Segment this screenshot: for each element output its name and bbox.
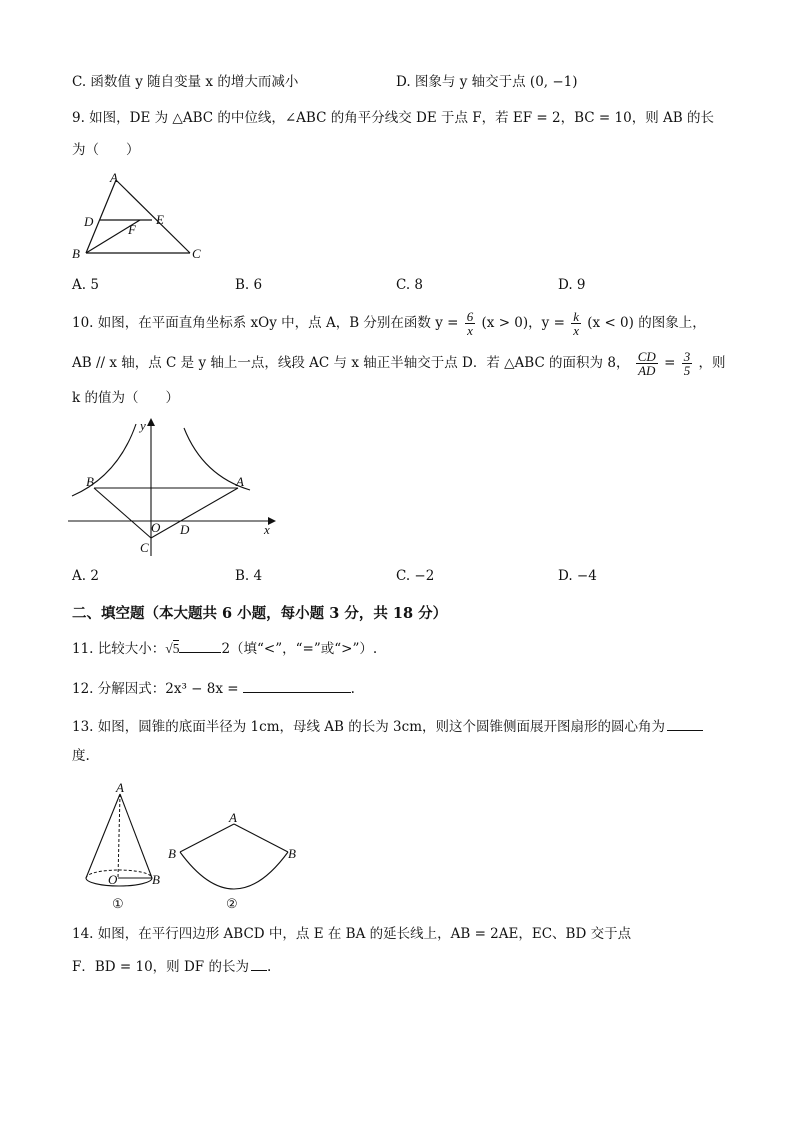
q8-option-d: D. 图象与 y 轴交于点 (0, −1) bbox=[396, 74, 578, 90]
q10-line1-part-c: (x < 0) 的图象上， bbox=[587, 315, 706, 331]
q9-label-d: D bbox=[84, 214, 94, 229]
q10-fraction-k-over-x: $\frac{k}{x}$ bbox=[573, 309, 579, 338]
q10-label-x: x bbox=[264, 522, 270, 537]
q10-stem-line2: AB // x 轴，点 C 是 y 轴上一点，线段 AC 与 x 轴正半轴交于点 D．若 △ABC 的面积为 8， $\frac{CD}{AD}$ = $\frac{3}{5}$ ，则 bbox=[72, 349, 726, 378]
q10-line1-part-b: (x > 0)，y = bbox=[481, 315, 565, 331]
q11-answer-blank[interactable] bbox=[179, 638, 221, 653]
q9-label-c: C bbox=[192, 246, 201, 261]
q10-option-d: D. −4 bbox=[558, 568, 597, 584]
q8-option-c: C. 函数值 y 随自变量 x 的增大而减小 bbox=[72, 74, 299, 90]
q10-option-a: A. 2 bbox=[72, 568, 99, 584]
q9-label-e: E bbox=[156, 212, 164, 227]
q10-fraction-cd-over-ad: $\frac{CD}{AD}$ bbox=[637, 349, 656, 378]
q10-fraction-6-over-x: $\frac{6}{x}$ bbox=[466, 309, 474, 338]
q12-answer-blank[interactable] bbox=[243, 678, 351, 693]
q10-option-b: B. 4 bbox=[235, 568, 263, 584]
q9-option-c: C. 8 bbox=[396, 277, 424, 293]
q10-stem-line3: k 的值为（ ） bbox=[72, 390, 179, 406]
q10-label-b: B bbox=[86, 474, 94, 489]
q10-label-y: y bbox=[140, 418, 146, 433]
q13-sector-label-b-right: B bbox=[288, 846, 296, 861]
q13-answer-blank[interactable] bbox=[667, 716, 703, 731]
q9-label-f: F bbox=[128, 222, 136, 237]
q10-label-o: O bbox=[151, 520, 161, 535]
q14-stem-line2: F．BD = 10，则 DF 的长为 . bbox=[72, 956, 271, 977]
q9-stem-line2: 为（ ） bbox=[72, 142, 140, 158]
section-2-title: 二、填空题（本大题共 6 小题，每小题 3 分，共 18 分） bbox=[72, 605, 448, 622]
q12-stem: 12. 分解因式：2x³ − 8x = . bbox=[72, 678, 355, 699]
q10-line1-part-a: 10. 如图，在平面直角坐标系 xOy 中，点 A，B 分别在函数 y = bbox=[72, 315, 459, 331]
q10-option-c: C. −2 bbox=[396, 568, 435, 584]
q10-label-c: C bbox=[140, 540, 149, 555]
q13-cone-label-b: B bbox=[152, 872, 160, 887]
q13-stem-line1: 13. 如图，圆锥的底面半径为 1cm，母线 AB 的长为 3cm，则这个圆锥侧面展开图扇形的圆心角为 bbox=[72, 716, 703, 737]
q13-sector-label-b-left: B bbox=[168, 846, 176, 861]
q13-figure-2-label: ② bbox=[226, 896, 238, 911]
q9-label-a: A bbox=[110, 170, 118, 185]
q9-stem-line1: 9. 如图，DE 为 △ABC 的中位线，∠ABC 的角平分线交 DE 于点 F，若 EF = 2，BC = 10，则 AB 的长 bbox=[72, 110, 714, 126]
q9-option-a: A. 5 bbox=[72, 277, 99, 293]
q10-stem-line1 bbox=[72, 308, 706, 338]
q13-stem-line2: 度. bbox=[72, 748, 90, 764]
q13-cone-label-a: A bbox=[116, 780, 124, 795]
q10-coordinate-figure bbox=[68, 416, 283, 561]
q13-sector-label-a: A bbox=[229, 810, 237, 825]
q11-radicand: 5 bbox=[172, 641, 180, 656]
q13-figure-1-label: ① bbox=[112, 896, 124, 911]
q14-answer-blank[interactable] bbox=[251, 956, 267, 971]
q9-label-b: B bbox=[72, 246, 80, 261]
q9-option-d: D. 9 bbox=[558, 277, 586, 293]
q13-cone-figure bbox=[74, 776, 314, 916]
q10-line2-part-b: ，则 bbox=[698, 355, 726, 371]
q14-stem-line1: 14. 如图，在平行四边形 ABCD 中，点 E 在 BA 的延长线上，AB = 2AE，EC、BD 交于点 bbox=[72, 926, 632, 942]
q9-triangle-figure bbox=[72, 168, 212, 264]
q10-label-d: D bbox=[180, 522, 190, 537]
q11-stem: 11. 比较大小：√5 2（填“<”，“=”或“>”）. bbox=[72, 638, 377, 659]
q10-label-a: A bbox=[236, 474, 244, 489]
q9-option-b: B. 6 bbox=[235, 277, 263, 293]
q13-cone-label-o: O bbox=[108, 872, 118, 887]
q10-line2-part-a: AB // x 轴，点 C 是 y 轴上一点，线段 AC 与 x 轴正半轴交于点 D．若 △ABC 的面积为 8， bbox=[72, 355, 630, 371]
q10-fraction-3-over-5: $\frac{3}{5}$ bbox=[683, 349, 691, 378]
